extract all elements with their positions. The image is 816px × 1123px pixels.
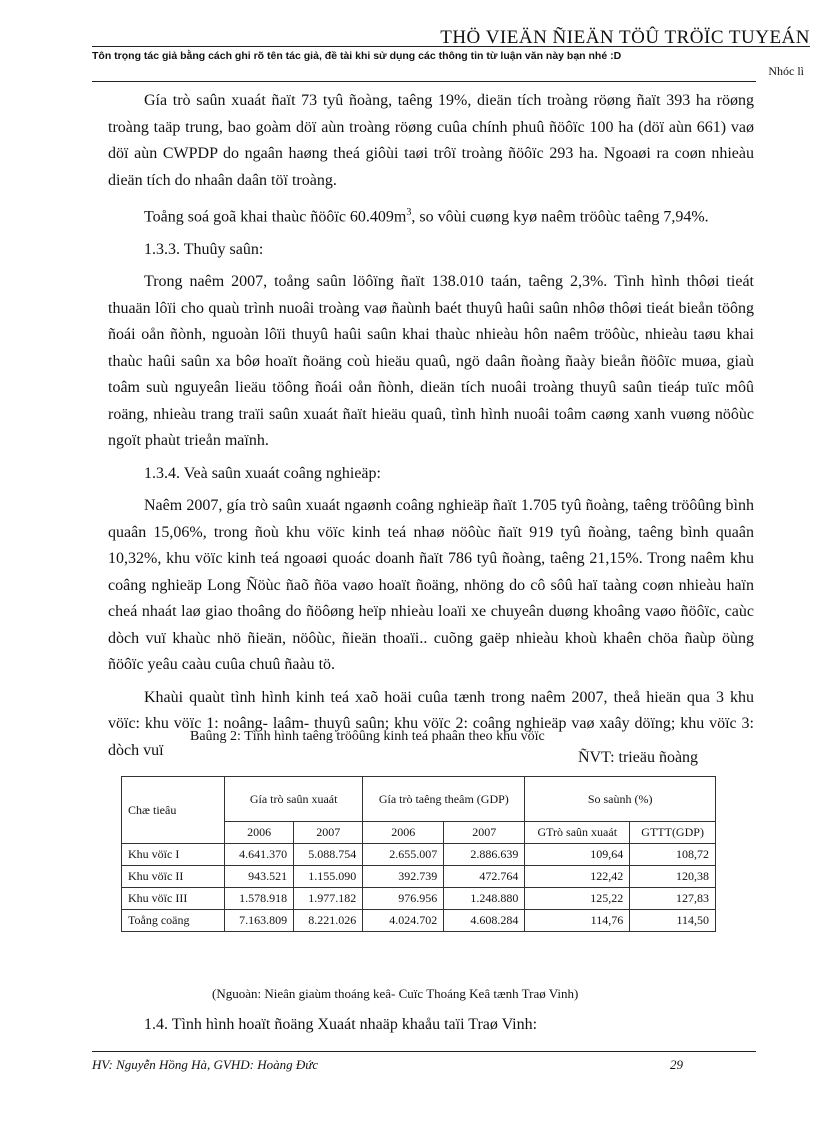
- row-label: Khu vöïc II: [122, 866, 225, 888]
- row-label: Khu vöïc III: [122, 888, 225, 910]
- cell: 4.024.702: [363, 910, 444, 932]
- col-header-gdp: Gía trò taêng theâm (GDP): [363, 777, 525, 822]
- header-rule-bottom: [92, 81, 756, 82]
- cell: 1.578.918: [225, 888, 294, 910]
- table-unit: ÑVT: trieäu ñoàng: [578, 749, 699, 766]
- table-row: [122, 910, 716, 932]
- col-sub-production-compare: GTrò saûn xuaát: [525, 822, 630, 844]
- table-caption: Baûng 2: Tình hình taêng tröôûng kinh teá phaân theo khu vöïc: [190, 729, 545, 744]
- col-sub-2006: 2006: [225, 822, 294, 844]
- cell: 943.521: [225, 866, 294, 888]
- cell: 1.977.182: [294, 888, 363, 910]
- cell: 392.739: [363, 866, 444, 888]
- cell: 108,72: [630, 844, 716, 866]
- paragraph-timber: [108, 200, 754, 231]
- cell: 4.641.370: [225, 844, 294, 866]
- cell: 5.088.754: [294, 844, 363, 866]
- table-source: (Nguoàn: Nieân giaùm thoáng keâ- Cuïc Thoáng Keâ tænh Traø Vinh): [212, 986, 579, 1001]
- col-header-indicator: Chæ tieâu: [122, 777, 225, 844]
- paragraph-overview: Khaùi quaùt tình hình kinh teá xaõ hoäi cuûa tænh trong naêm 2007, theå hieän qua 3 khu vöïc: khu vöïc 1: noâng- laâm- thuyû saûn; khu vöïc 2: coâng nghieäp vaø xaây döïng; khu vöïc 3: dòch vuï: [108, 688, 754, 759]
- table-row: [122, 844, 716, 866]
- timber-main: Toång soá goã khai thaùc ñöôïc 60.409m: [144, 208, 407, 226]
- cell: 1.248.880: [444, 888, 525, 910]
- cell: 2.655.007: [363, 844, 444, 866]
- cell: 125,22: [525, 888, 630, 910]
- cell: 122,42: [525, 866, 630, 888]
- cell: 4.608.284: [444, 910, 525, 932]
- timber-sup: 3: [406, 207, 412, 218]
- cell: 7.163.809: [225, 910, 294, 932]
- library-title: THÖ VIEÄN ÑIEÄN TÖÛ TRÖÏC TUYEÁN: [440, 27, 810, 48]
- cell: 114,50: [630, 910, 716, 932]
- usage-notice: Tôn trọng tác giả bằng cách ghi rõ tên tác giả, đề tài khi sử dụng các thông tin từ luận văn này bạn nhé :D: [92, 50, 622, 62]
- cell: 976.956: [363, 888, 444, 910]
- timber-end: , so vôùi cuøng kyø naêm tröôùc taêng 7,94%.: [411, 208, 709, 226]
- cell: 472.764: [444, 866, 525, 888]
- paragraph-fisheries: Trong naêm 2007, toång saûn löôïng ñaït 138.010 taán, taêng 2,3%. Tình hình thôøi tieát thuaän lôïi cho quaù trình nuoâi troàng vaø ñaùnh baét thuyû haûi saûn nhôø thôøi tieát bieån töông ñoái oån ñònh, nguoàn lôïi thuyû haûi saûn khai thaùc nhieàu hôn naêm tröôùc, nhieàu taøu khai thaùc haûi saûn xa bôø hoaït ñoäng coù hieäu quaû, ngö daân ñoàng ñaày bieån ñöôïc muøa, giaù toâm suù nguyeân lieäu töông ñoái oån ñònh, dieän tích nuoâi troàng thuyû saûn tieáp tuïc môû roäng, nhieàu trang traïi saûn xuaát ñaït hieäu quaû, tình hình nuoâi toâm caøng xanh vuøng nöôùc ngoït phaùt trieån maïnh.: [108, 273, 754, 450]
- heading-1-3-3: 1.3.3. Thuûy saûn:: [144, 240, 264, 258]
- cell: 127,83: [630, 888, 716, 910]
- page-number: 29: [670, 1057, 683, 1072]
- footer-rule: [92, 1051, 756, 1052]
- col-sub-gdp-compare: GTTT(GDP): [630, 822, 716, 844]
- heading-1-4: 1.4. Tình hình hoaït ñoäng Xuaát nhaäp khaåu taïi Traø Vinh:: [144, 1016, 538, 1033]
- table-row: [122, 866, 716, 888]
- col-header-compare: So saùnh (%): [525, 777, 716, 822]
- cell: 109,64: [525, 844, 630, 866]
- footer-author: HV: Nguyễn Hồng Hà, GVHD: Hoàng Đức: [92, 1057, 319, 1072]
- cell: 114,76: [525, 910, 630, 932]
- table-row: [122, 888, 716, 910]
- col-sub-2007: 2007: [294, 822, 363, 844]
- header-right-note: Nhóc lì: [768, 64, 804, 78]
- col-sub-2007: 2007: [444, 822, 525, 844]
- heading-1-3-4: 1.3.4. Veà saûn xuaát coâng nghieäp:: [144, 464, 381, 482]
- paragraph-industry: Naêm 2007, gía trò saûn xuaát ngaønh coâng nghieäp ñaït 1.705 tyû ñoàng, taêng tröôûng bình quaân 15,06%, trong ñoù khu vöïc kinh teá nhaø nöôùc ñaït 919 tyû ñoàng, taêng bình quaân 10,32%, khu vöïc kinh teá ngoaøi quoác doanh ñaït 786 tyû ñoàng, taêng 21,15%. Trong naêm khu coâng nghieäp Long Ñöùc ñaõ ñöa vaøo hoaït ñoäng, nhöng do cô sôû haï taàng coøn nhieàu haïn cheá nhaát laø giao thoâng do ñöôøng heïp nhieàu loaïi xe chuyeân duøng khoâng vaøo ñöôïc, caùc dòch vuï khaùc nhö ñieän, nöôùc, ñieän thoaïi.. cuõng gaëp nhieàu khoù khaên chöa ñaùp öùng ñöôïc yeâu caàu cuûa chuû ñaàu tö.: [108, 497, 754, 674]
- body-text: [108, 88, 754, 764]
- growth-table: [121, 776, 716, 932]
- cell: 120,38: [630, 866, 716, 888]
- col-header-production: Gía trò saûn xuaát: [225, 777, 363, 822]
- col-sub-2006: 2006: [363, 822, 444, 844]
- row-label: Khu vöïc I: [122, 844, 225, 866]
- cell: 2.886.639: [444, 844, 525, 866]
- header-rule: [92, 46, 810, 47]
- cell: 8.221.026: [294, 910, 363, 932]
- row-label: Toång coäng: [122, 910, 225, 932]
- cell: 1.155.090: [294, 866, 363, 888]
- paragraph-forestry: Gía trò saûn xuaát ñaït 73 tyû ñoàng, taêng 19%, dieän tích troàng röøng ñaït 393 ha röøng troàng taäp trung, bao goàm döï aùn troàng röøng cuûa chính phuû ñöôïc 100 ha (döï aùn 661) vaø döï aùn CWPDP do ngaân haøng theá giôùi taøi trôï troàng ñöôïc 293 ha. Ngoaøi ra coøn nhieàu dieän tích do nhaân daân töï troàng.: [108, 92, 754, 189]
